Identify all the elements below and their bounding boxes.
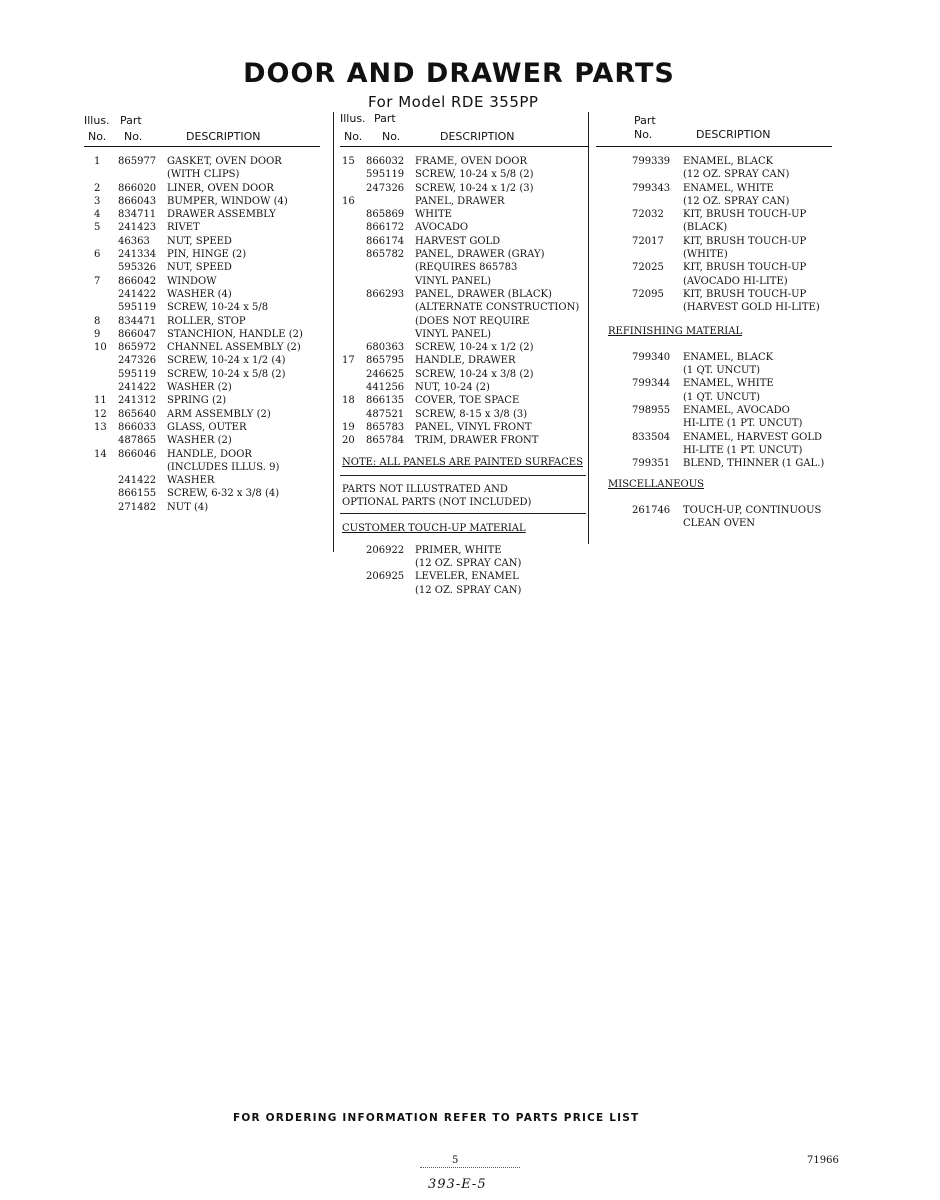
table-row [84,182,320,195]
table-row [596,288,832,301]
part-description: PANEL, VINYL FRONT [415,421,532,433]
part-description: SCREW, 10-24 x 5/8 (2) [415,169,534,181]
part-description: VINYL PANEL) [415,328,491,340]
part-description: STANCHION, HANDLE (2) [167,328,303,340]
part-number: 72032 [632,209,664,221]
part-number: 866020 [118,182,157,194]
part-number: 799344 [632,378,671,390]
table-row [340,354,588,367]
column-header [596,112,832,147]
table-row [84,315,320,328]
part-description: (AVOCADO HI-LITE) [683,275,788,287]
table-row [596,351,832,364]
table-row [596,168,832,181]
table-row [340,208,588,221]
part-description: SCREW, 10-24 x 1/2 (2) [415,342,534,354]
document-number: 71966 [807,1155,839,1166]
parts-list [596,155,832,315]
misc-heading: MISCELLANEOUS [608,478,705,490]
part-description: (REQUIRES 865783 [415,262,518,274]
part-description: KIT, BRUSH TOUCH-UP [683,262,807,274]
part-number: 865795 [366,355,405,367]
table-row [340,315,588,328]
table-row [340,195,588,208]
part-number: 866293 [366,288,405,300]
refinishing-list [596,351,832,471]
illus-number: 18 [342,395,355,407]
part-number: 866043 [118,195,157,207]
part-description: GLASS, OUTER [167,421,247,433]
illus-number: 6 [94,249,101,261]
part-number: 72017 [632,235,664,247]
part-description: (12 OZ. SPRAY CAN) [683,169,790,181]
illus-number: 5 [94,222,101,234]
table-row [596,248,832,261]
part-number: 865784 [366,435,405,447]
illus-number: 4 [94,209,101,221]
part-description: GASKET, OVEN DOOR [167,156,282,167]
illus-number: 8 [94,315,101,327]
part-description: (ALTERNATE CONSTRUCTION) [415,302,580,314]
part-description: SCREW, 10-24 x 5/8 (2) [167,368,286,380]
part-number: 241334 [118,249,157,261]
part-description: RIVET [167,222,200,234]
column-header [340,112,588,147]
part-number: 241422 [118,475,157,487]
part-number: 46363 [118,235,150,247]
part-description: ENAMEL, WHITE [683,378,774,390]
table-row [596,195,832,208]
part-description: HANDLE, DRAWER [415,355,516,367]
part-number: 680363 [366,342,405,354]
table-row [84,301,320,314]
part-description: NUT (4) [167,501,209,513]
part-label: Part [634,114,656,127]
part-description: (12 OZ. SPRAY CAN) [683,195,790,207]
table-row [340,182,588,195]
part-description: (WHITE) [683,249,728,261]
part-description: PANEL, DRAWER (GRAY) [415,249,545,261]
table-row [84,474,320,487]
table-row [84,448,320,461]
part-number: 487521 [366,408,405,420]
part-number: 595119 [366,169,405,181]
part-description: ROLLER, STOP [167,315,246,327]
part-number: 799339 [632,156,671,167]
parts-list [340,155,588,448]
part-number: 241422 [118,382,157,394]
table-row [84,341,320,354]
illus-number: 13 [94,421,107,433]
part-number: 866155 [118,488,157,500]
table-row [340,155,588,168]
part-description: (DOES NOT REQUIRE [415,315,530,327]
part-description: (WITH CLIPS) [167,169,240,181]
illus-number: 20 [342,435,355,447]
table-row [596,155,832,168]
description-label: DESCRIPTION [696,128,771,141]
part-description: PRIMER, WHITE [415,544,502,556]
table-row [340,261,588,274]
illus-number: 11 [94,395,107,407]
no-label: No. [88,130,107,143]
illus-number: 10 [94,342,107,354]
part-description: SCREW, 8-15 x 3/8 (3) [415,408,528,420]
part-number: 487865 [118,435,157,447]
part-description: (12 OZ. SPRAY CAN) [415,558,522,570]
page-number: 5 [452,1155,459,1166]
column-header [84,112,320,147]
touchup-heading: CUSTOMER TOUCH-UP MATERIAL [342,523,526,535]
handwritten-code: 393-E-5 [428,1177,487,1192]
table-row [596,221,832,234]
parts-column-2 [340,112,588,597]
part-number: 865640 [118,408,157,420]
table-row [84,354,320,367]
part-description: FRAME, OVEN DOOR [415,156,528,167]
part-description: SPRING (2) [167,395,227,407]
table-row [596,261,832,274]
part-description: PANEL, DRAWER (BLACK) [415,288,552,300]
illus-number: 9 [94,328,101,340]
table-row [596,404,832,417]
ordering-footer: FOR ORDERING INFORMATION REFER TO PARTS PRICE LIST [233,1112,640,1124]
misc-list [596,504,832,531]
part-description: DRAWER ASSEMBLY [167,209,276,221]
part-description: NUT, SPEED [167,235,232,247]
part-number: 261746 [632,504,671,516]
part-description: NUT, 10-24 (2) [415,382,490,394]
table-row [84,381,320,394]
part-number: 865782 [366,249,405,261]
table-row [84,394,320,407]
part-description: SCREW, 10-24 x 5/8 [167,302,269,314]
table-row [340,584,588,597]
part-description: KIT, BRUSH TOUCH-UP [683,209,807,221]
part-number: 72025 [632,262,664,274]
table-row [340,408,588,421]
table-row [596,182,832,195]
part-number: 866042 [118,275,157,287]
painted-note: NOTE: ALL PANELS ARE PAINTED SURFACES [342,456,583,468]
part-number: 865972 [118,342,157,354]
part-description: SCREW, 10-24 x 1/2 (4) [167,355,286,367]
part-description: (INCLUDES ILLUS. 9) [167,461,280,473]
part-description: KIT, BRUSH TOUCH-UP [683,235,807,247]
part-description: (1 QT. UNCUT) [683,391,761,403]
table-row [340,557,588,570]
illus-label: Illus. [84,114,110,127]
table-row [84,235,320,248]
refinishing-heading: REFINISHING MATERIAL [608,325,743,337]
part-number: 866032 [366,156,405,167]
illus-number: 19 [342,421,355,433]
table-row [596,431,832,444]
part-description: LEVELER, ENAMEL [415,571,519,583]
part-description: BUMPER, WINDOW (4) [167,195,288,207]
table-row [84,155,320,168]
table-row [340,421,588,434]
description-label: DESCRIPTION [186,130,261,143]
part-number: 441256 [366,382,405,394]
not-illustrated-line: PARTS NOT ILLUSTRATED AND [342,483,508,495]
part-number: 865977 [118,156,157,167]
part-number: 246625 [366,368,405,380]
no-label: No. [634,128,653,141]
table-row [340,381,588,394]
table-row [596,517,832,530]
illus-number: 7 [94,275,101,287]
part-description: ENAMEL, AVOCADO [683,405,790,417]
part-description: AVOCADO [415,222,469,234]
part-number: 865783 [366,421,405,433]
part-description: ARM ASSEMBLY (2) [167,408,271,420]
table-row [596,301,832,314]
part-number: 799340 [632,351,671,363]
table-row [84,275,320,288]
part-description: HARVEST GOLD [415,235,501,247]
touchup-list [340,544,588,597]
table-row [84,487,320,500]
table-row [340,544,588,557]
part-description: (BLACK) [683,222,728,234]
table-row [84,501,320,514]
part-number: 866047 [118,328,157,340]
part-description: HI-LITE (1 PT. UNCUT) [683,418,803,430]
table-row [340,341,588,354]
parts-column-3 [596,112,832,530]
table-row [340,168,588,181]
part-number: 206922 [366,544,405,556]
table-row [340,288,588,301]
table-row [340,275,588,288]
table-row [340,301,588,314]
part-number: 247326 [366,182,405,194]
part-description: PIN, HINGE (2) [167,249,247,261]
table-row [84,434,320,447]
part-description: WASHER (2) [167,435,232,447]
part-number: 798955 [632,405,671,417]
part-description: HANDLE, DOOR [167,448,252,460]
table-row [340,221,588,234]
part-number: 595119 [118,368,157,380]
part-description: (1 QT. UNCUT) [683,365,761,377]
parts-column-1 [84,112,320,514]
page-number-rule [420,1167,520,1168]
part-label: Part [120,114,142,127]
table-row [84,368,320,381]
illus-number: 15 [342,156,355,167]
part-number: 241422 [118,288,157,300]
table-row [84,248,320,261]
table-row [84,168,320,181]
table-row [84,288,320,301]
part-description: HI-LITE (1 PT. UNCUT) [683,444,803,456]
part-number: 866172 [366,222,405,234]
part-description: WASHER [167,475,215,487]
part-description: LINER, OVEN DOOR [167,182,274,194]
table-row [340,570,588,583]
part-description: SCREW, 10-24 x 3/8 (2) [415,368,534,380]
part-number: 866135 [366,395,405,407]
table-row [340,248,588,261]
no-label: No. [382,130,401,143]
part-number: 595326 [118,262,157,274]
part-description: ENAMEL, WHITE [683,182,774,194]
table-row [596,377,832,390]
part-number: 799351 [632,458,671,470]
part-label: Part [374,112,396,125]
part-number: 866033 [118,421,157,433]
part-description: ENAMEL, BLACK [683,351,774,363]
part-number: 866174 [366,235,405,247]
table-row [596,391,832,404]
part-description: (HARVEST GOLD HI-LITE) [683,302,820,314]
part-description: NUT, SPEED [167,262,232,274]
part-number: 799343 [632,182,671,194]
part-number: 834471 [118,315,157,327]
part-description: COVER, TOE SPACE [415,395,520,407]
table-row [596,208,832,221]
table-row [596,444,832,457]
not-illustrated-line: OPTIONAL PARTS (NOT INCLUDED) [342,497,532,509]
part-description: WASHER (2) [167,382,232,394]
table-row [596,417,832,430]
parts-list [84,155,320,514]
part-description: BLEND, THINNER (1 GAL.) [683,458,825,470]
part-description: (12 OZ. SPRAY CAN) [415,584,522,596]
part-description: CLEAN OVEN [683,518,756,530]
table-row [596,504,832,517]
description-label: DESCRIPTION [440,130,515,143]
part-number: 595119 [118,302,157,314]
part-description: ENAMEL, BLACK [683,156,774,167]
part-description: KIT, BRUSH TOUCH-UP [683,288,807,300]
part-description: ENAMEL, HARVEST GOLD [683,431,822,443]
part-description: WASHER (4) [167,288,232,300]
table-row [84,328,320,341]
illus-label: Illus. [340,112,366,125]
part-number: 241423 [118,222,157,234]
table-row [84,408,320,421]
no-label: No. [344,130,363,143]
part-description: VINYL PANEL) [415,275,491,287]
table-row [340,434,588,447]
part-number: 247326 [118,355,157,367]
model-subtitle: For Model RDE 355PP [368,93,539,111]
part-description: TRIM, DRAWER FRONT [415,435,539,447]
part-description: PANEL, DRAWER [415,195,505,207]
table-row [596,235,832,248]
table-row [340,328,588,341]
page-title: DOOR AND DRAWER PARTS [243,58,675,89]
table-row [340,394,588,407]
part-number: 834711 [118,209,157,221]
illus-number: 14 [94,448,107,460]
illus-number: 2 [94,182,101,194]
table-row [596,364,832,377]
table-row [84,208,320,221]
illus-number: 17 [342,355,355,367]
table-row [84,261,320,274]
illus-number: 3 [94,195,101,207]
illus-number: 16 [342,195,355,207]
part-description: SCREW, 6-32 x 3/8 (4) [167,488,280,500]
table-row [84,195,320,208]
table-row [84,221,320,234]
part-number: 866046 [118,448,157,460]
table-row [84,461,320,474]
part-number: 271482 [118,501,157,513]
table-row [596,457,832,470]
part-number: 865869 [366,209,405,221]
table-row [596,275,832,288]
column-divider [588,112,589,544]
table-row [340,368,588,381]
table-row [340,235,588,248]
part-description: TOUCH-UP, CONTINUOUS [683,504,822,516]
illus-number: 12 [94,408,107,420]
part-number: 833504 [632,431,671,443]
part-description: CHANNEL ASSEMBLY (2) [167,342,301,354]
part-number: 206925 [366,571,405,583]
part-description: WINDOW [167,275,217,287]
illus-number: 1 [94,156,101,167]
part-number: 72095 [632,288,664,300]
column-divider [333,112,334,552]
table-row [84,421,320,434]
part-description: SCREW, 10-24 x 1/2 (3) [415,182,534,194]
no-label: No. [124,130,143,143]
part-number: 241312 [118,395,157,407]
part-description: WHITE [415,209,452,221]
